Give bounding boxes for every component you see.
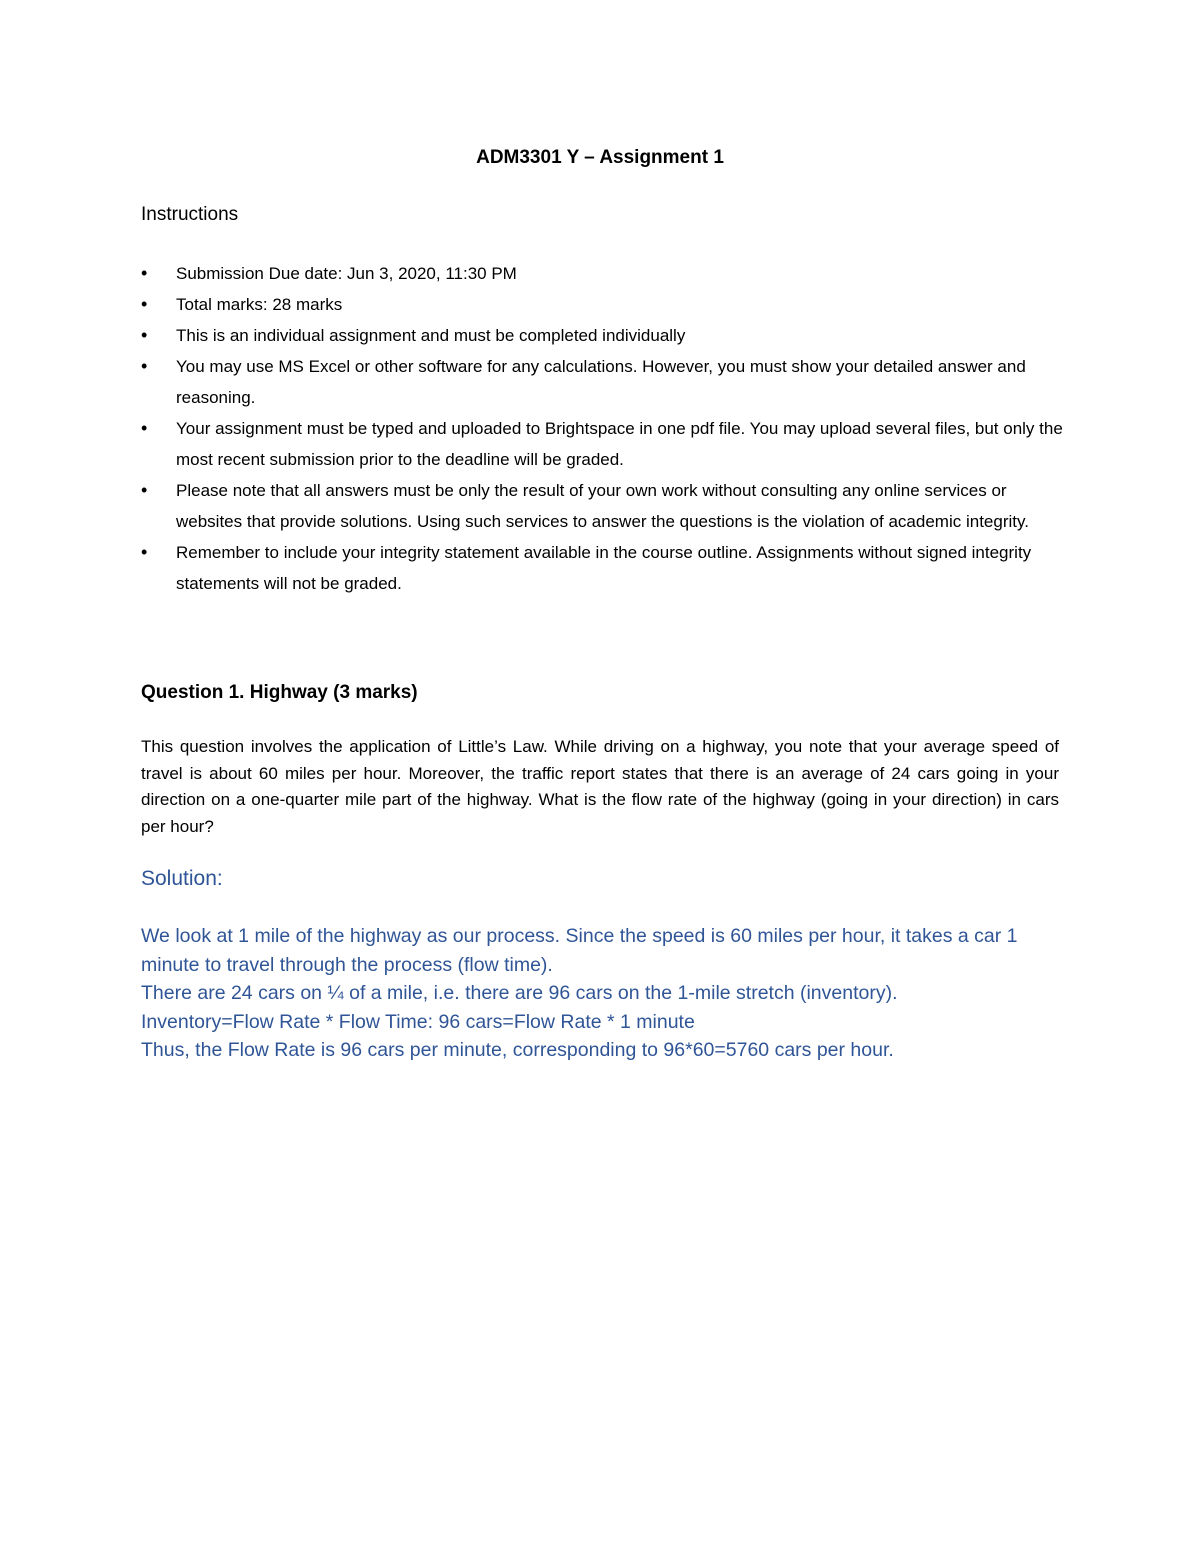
instructions-list bbox=[141, 258, 1071, 599]
solution-line: Thus, the Flow Rate is 96 cars per minute, corresponding to 96*60=5760 cars per hour. bbox=[141, 1039, 894, 1061]
instruction-item-statement: • Remember to include your integrity statement available in the course outline. Assignments without signed integrity statements will not be graded. bbox=[141, 537, 1071, 599]
solution-line: There are 24 cars on ¼ of a mile, i.e. there are 96 cars on the 1-mile stretch (inventory). bbox=[141, 982, 898, 1004]
instruction-item-software: • You may use MS Excel or other software for any calculations. However, you must show your detailed answer and reasoning. bbox=[141, 351, 1071, 413]
instruction-item-due-date: • Submission Due date: Jun 3, 2020, 11:30 PM bbox=[141, 258, 1071, 289]
solution-body bbox=[141, 922, 1071, 1065]
solution-line: Inventory=Flow Rate * Flow Time: 96 cars=Flow Rate * 1 minute bbox=[141, 1010, 695, 1033]
instruction-item-total-marks: • Total marks: 28 marks bbox=[141, 289, 1071, 320]
solution-line: We look at 1 mile of the highway as our process. Since the speed is 60 miles per hour, it takes a car 1 minute to travel through the process (flow time). bbox=[141, 925, 1018, 976]
instructions-heading: Instructions bbox=[141, 204, 239, 225]
instruction-item-individual: • This is an individual assignment and must be completed individually bbox=[141, 320, 1071, 351]
instruction-item-upload: • Your assignment must be typed and uploaded to Brightspace in one pdf file. You may upload several files, but only the most recent submission prior to the deadline will be graded. bbox=[141, 413, 1071, 475]
question-heading: Question 1. Highway (3 marks) bbox=[141, 682, 418, 703]
question-body: This question involves the application of Little’s Law. While driving on a highway, you note that your average speed of travel is about 60 miles per hour. Moreover, the traffic report states that there is an average of 24 cars going in your direction on a one-quarter mile part of the highway. What is the flow rate of the highway (going in your direction) in cars per hour? bbox=[141, 737, 1059, 836]
instruction-item-integrity: • Please note that all answers must be only the result of your own work without consulting any online services or websites that provide solutions. Using such services to answer the questions is the violation of academic integrity. bbox=[141, 475, 1071, 537]
solution-heading: Solution: bbox=[141, 867, 223, 890]
document-title: ADM3301 Y – Assignment 1 bbox=[476, 147, 724, 168]
